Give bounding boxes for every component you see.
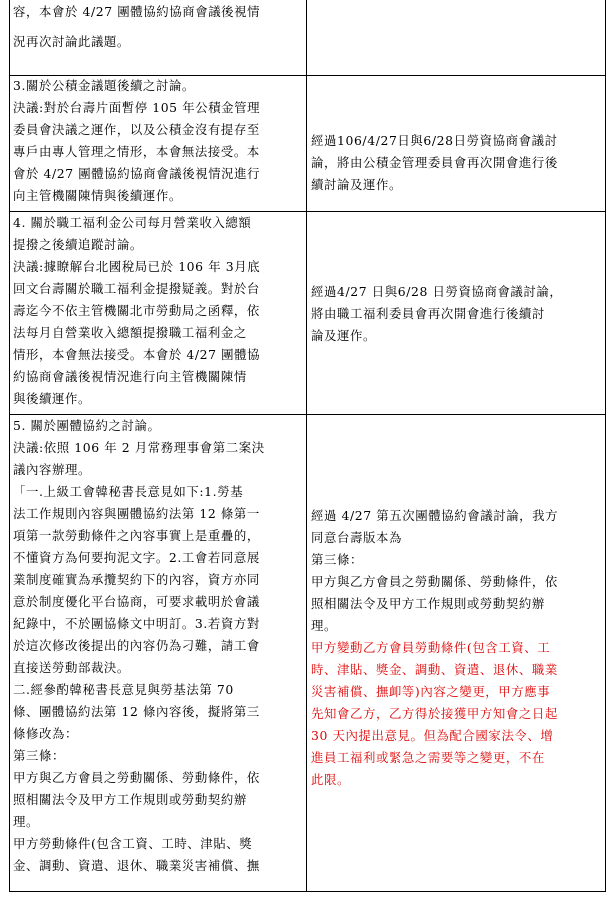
row-divider-2 (9, 211, 606, 212)
table-border-middle (306, 0, 307, 892)
highlighted-text-line: 先知會乙方，乙方得於接獲甲方知會之日起 (311, 706, 558, 721)
text-line: 經過106/4/27日與6/28日勞資協商會議討 (311, 133, 558, 148)
highlighted-text-line: 時、津貼、獎金、調動、資遣、退休、職業 (311, 662, 558, 677)
text-line: 專戶由專人管理之情形，本會無法接受。本 (13, 144, 260, 159)
text-line: 經過 4/27 第五次團體協約會議討論，我方 (311, 508, 559, 523)
text-line: 3.關於公積金議題後續之討論。 (13, 78, 195, 93)
text-line: 業制度確實為承攬契約下的內容，資方亦同 (13, 572, 260, 587)
table-border-bottom (9, 891, 606, 892)
text-line: 4. 關於職工福利金公司每月營業收入總額 (13, 215, 252, 230)
text-line: 理。 (311, 618, 337, 633)
text-line: 法每月自營業收入總額提撥職工福利金之 (13, 325, 247, 340)
text-line: 決議:據瞭解台北國稅局已於 106 年 3月底 (13, 259, 261, 274)
text-line: 議內容辦理。 (13, 462, 91, 477)
text-line: 金、調動、資遣、退休、職業災害補償、撫 (13, 858, 260, 873)
text-line: 意於制度優化平台協商，可要求載明於會議 (13, 594, 260, 609)
text-line: 理。 (13, 814, 39, 829)
row-divider-3 (9, 414, 606, 415)
text-line: 情形，本會無法接受。本會於 4/27 團體協 (13, 347, 261, 362)
text-line: 照相關法令及甲方工作規則或勞動契約辦 (311, 596, 545, 611)
highlighted-text-line: 30 天內提出意見。但為配合國家法令、增 (311, 728, 554, 743)
text-line: 提撥之後續追蹤討論。 (13, 237, 143, 252)
text-line: 續討論及運作。 (311, 177, 402, 192)
text-line: 同意台壽版本為 (311, 530, 402, 545)
highlighted-text-line: 災害補償、撫卹等)內容之變更，甲方應事 (311, 684, 551, 699)
text-line: 決議:對於台壽片面暫停 105 年公積金管理 (13, 100, 261, 115)
table-border-right (605, 0, 606, 892)
text-line: 與後續運作。 (13, 391, 91, 406)
text-line: 照相關法令及甲方工作規則或勞動契約辦 (13, 792, 247, 807)
text-line: 直接送勞動部裁決。 (13, 660, 130, 675)
text-line: 容，本會於 4/27 團體協約協商會議後視情 (13, 4, 261, 19)
text-line: 5. 關於團體協約之討論。 (13, 418, 161, 433)
text-line: 將由職工福利委員會再次開會進行後續討 (311, 306, 545, 321)
text-line: 二.經參酌韓秘書長意見與勞基法第 70 (13, 682, 234, 697)
text-line: 第三條： (13, 748, 65, 763)
text-line: 「一.上級工會韓秘書長意見如下:1.勞基 (13, 484, 244, 499)
text-line: 向主管機關陳情與後續運作。 (13, 188, 182, 203)
table-border-left (9, 0, 10, 892)
text-line: 會於 4/27 團體協約協商會議後視情況進行 (13, 166, 261, 181)
text-line: 經過4/27 日與6/28 日勞資協商會議討論， (311, 284, 563, 299)
text-line: 回文台壽關於職工福利金提撥疑義。對於台 (13, 281, 260, 296)
text-line: 條修改為： (13, 726, 78, 741)
text-line: 決議:依照 106 年 2 月常務理事會第二案決 (13, 440, 265, 455)
text-line: 論，將由公積金管理委員會再次開會進行後 (311, 155, 558, 170)
text-line: 委員會決議之運作，以及公積金沒有提存至 (13, 122, 260, 137)
highlighted-text-line: 進員工福利或緊急之需要等之變更，不在 (311, 750, 545, 765)
highlighted-text-line: 此限。 (311, 772, 350, 787)
row-divider-1 (9, 75, 606, 76)
text-line: 約協商會議後視情況進行向主管機關陳情 (13, 369, 247, 384)
text-line: 條、團體協約法第 12 條內容後，擬將第三 (13, 704, 260, 719)
text-line: 法工作規則內容與團體協約法第 12 條第一 (13, 506, 260, 521)
text-line: 不懂資方為何要拘泥文字。2.工會若同意展 (13, 550, 260, 565)
text-line: 於這次修改後提出的內容仍為刁難，請工會 (13, 638, 260, 653)
text-line: 紀錄中，不於團協條文中明訂。3.若資方對 (13, 616, 260, 631)
text-line: 論及運作。 (311, 328, 376, 343)
text-line: 甲方勞動條件(包含工資、工時、津貼、獎 (13, 836, 253, 851)
text-line: 項第一款勞動條件之內容事實上是重疊的， (13, 528, 260, 543)
text-line: 甲方與乙方會員之勞動關係、勞動條件，依 (311, 574, 558, 589)
text-line: 第三條： (311, 552, 363, 567)
text-line: 況再次討論此議題。 (13, 34, 130, 49)
text-line: 甲方與乙方會員之勞動關係、勞動條件，依 (13, 770, 260, 785)
text-line: 壽迄今不依主管機關北市勞動局之函釋，依 (13, 303, 260, 318)
highlighted-text-line: 甲方變動乙方會員勞動條件(包含工資、工 (311, 640, 551, 655)
